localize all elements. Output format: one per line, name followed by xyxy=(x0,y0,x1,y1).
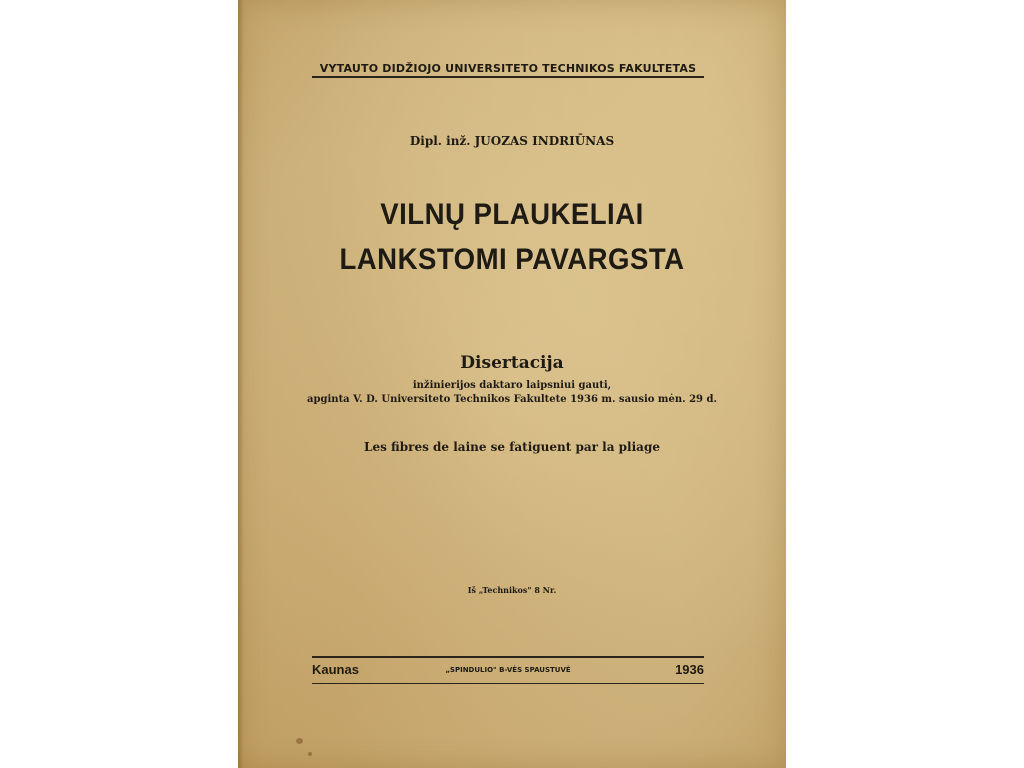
institution-heading: VYTAUTO DIDŽIOJO UNIVERSITETO TECHNIKOS FAKULTETAS xyxy=(319,62,697,75)
publication-city: Kaunas xyxy=(312,662,359,677)
document-cover xyxy=(238,0,786,768)
subtitle-line-1: inžinierijos daktaro laipsniui gauti, xyxy=(412,380,612,391)
imprint-footer xyxy=(312,662,704,680)
ink-stain xyxy=(296,738,303,744)
document-type: Disertacija xyxy=(460,353,564,373)
title-line-2: LANKSTOMI PAVARGSTA xyxy=(339,243,685,276)
title-line-1: VILNŲ PLAUKELIAI xyxy=(380,198,644,231)
ink-stain xyxy=(308,752,312,756)
footer-rule-top xyxy=(312,656,704,658)
header-rule xyxy=(312,76,704,78)
subtitle-line-2: apginta V. D. Universiteto Technikos Fakultete 1936 m. sausio mėn. 29 d. xyxy=(307,394,717,405)
publication-year: 1936 xyxy=(675,662,704,677)
footer-rule-bottom xyxy=(312,683,704,684)
french-title: Les fibres de laine se fatiguent par la pliage xyxy=(364,440,660,454)
printer-name: „SPINDULIO" B-VĖS SPAUSTUVĖ xyxy=(445,666,571,674)
reprint-note: Iš „Technikos" 8 Nr. xyxy=(467,585,557,595)
author-name: Dipl. inž. JUOZAS INDRIŪNAS xyxy=(409,134,615,148)
